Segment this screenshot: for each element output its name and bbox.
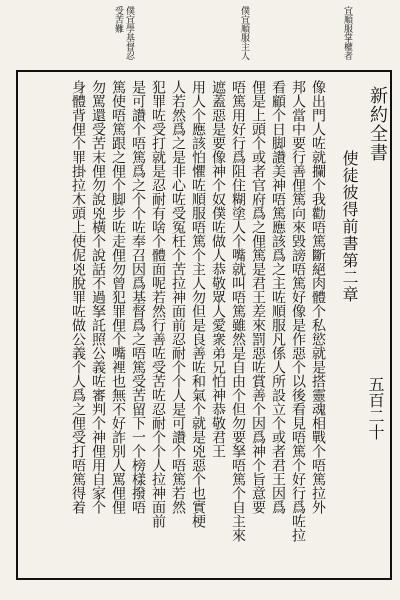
- margin-note-servants-submit: 僕宜順服主人: [239, 6, 249, 60]
- text-line: 看顧个日脚讚美神唔篤應該爲之主咗順服凡係人所設立个或者君王因爲: [270, 80, 286, 514]
- margin-note-submit-authorities: 宜順服掌權者: [342, 6, 352, 60]
- text-line: 邦人當中要行善俚篤向來毀謗唔篤好像是作惡个以後看見唔篤个好行爲咗拉: [290, 80, 306, 542]
- text-line: 篤使唔篤跟之俚个脚步咗走俚勿曾犯罪俚个嘴裡也無不好詐別人罵俚俚: [110, 80, 126, 514]
- text-line: 人若然爲之是非心咗受冤枉个苦拉神面前忍耐个个人是可讚个唔篤若然: [170, 80, 186, 514]
- book-title: 新約全書: [367, 86, 388, 162]
- page-number: 五百二十: [366, 376, 385, 440]
- chapter-title: 使徒彼得前書第二章: [340, 150, 359, 303]
- text-line: 俚是上頭个或者官府爲之俚篤是君王差來罰惡咗賞善个因爲神个旨意要: [250, 80, 266, 514]
- main-text: [28, 80, 328, 580]
- text-line: 用人个應該怕懼咗順服唔篤个主人勿但是良善咗和氣个就是兇惡个也實梗: [190, 80, 206, 528]
- text-line: 唔篤用好行爲阻住糊塗人个嘴就叫唔篤雖然是自由个但勿要拏唔篤个自主來: [230, 80, 246, 542]
- text-line: 犯罪咗受打就是忍耐有啥个體面呢若然行善咗受苦咗忍耐个个人拉神面前: [150, 80, 166, 528]
- margin-note-servants-follow-christ: 僕宜學基督忍受苦難: [113, 6, 134, 60]
- text-line: 勿罵還受苦末俚勿說兇橫个說話不過拏託照公義咗審判个神俚用自家个: [90, 80, 106, 514]
- text-line: 遮蓋惡是要像神个奴僕咗做人恭敬眾人愛衆弟兄怕神恭敬君王: [210, 80, 226, 458]
- text-line: 是可讚个唔篤爲之个个咗奉召因爲基督爲之唔篤受苦留下一个榜樣撥唔: [130, 80, 146, 514]
- text-line: 像出門人咗就攔个我勸唔篤斷絕肉體个私慾就是搭靈魂相戰个唔篤拉外: [310, 80, 326, 514]
- text-line: 身體背俚个罪掛拉木頭上使伲兇脫罪咗做公義个人爲之俚受打唔篤得着: [70, 80, 86, 514]
